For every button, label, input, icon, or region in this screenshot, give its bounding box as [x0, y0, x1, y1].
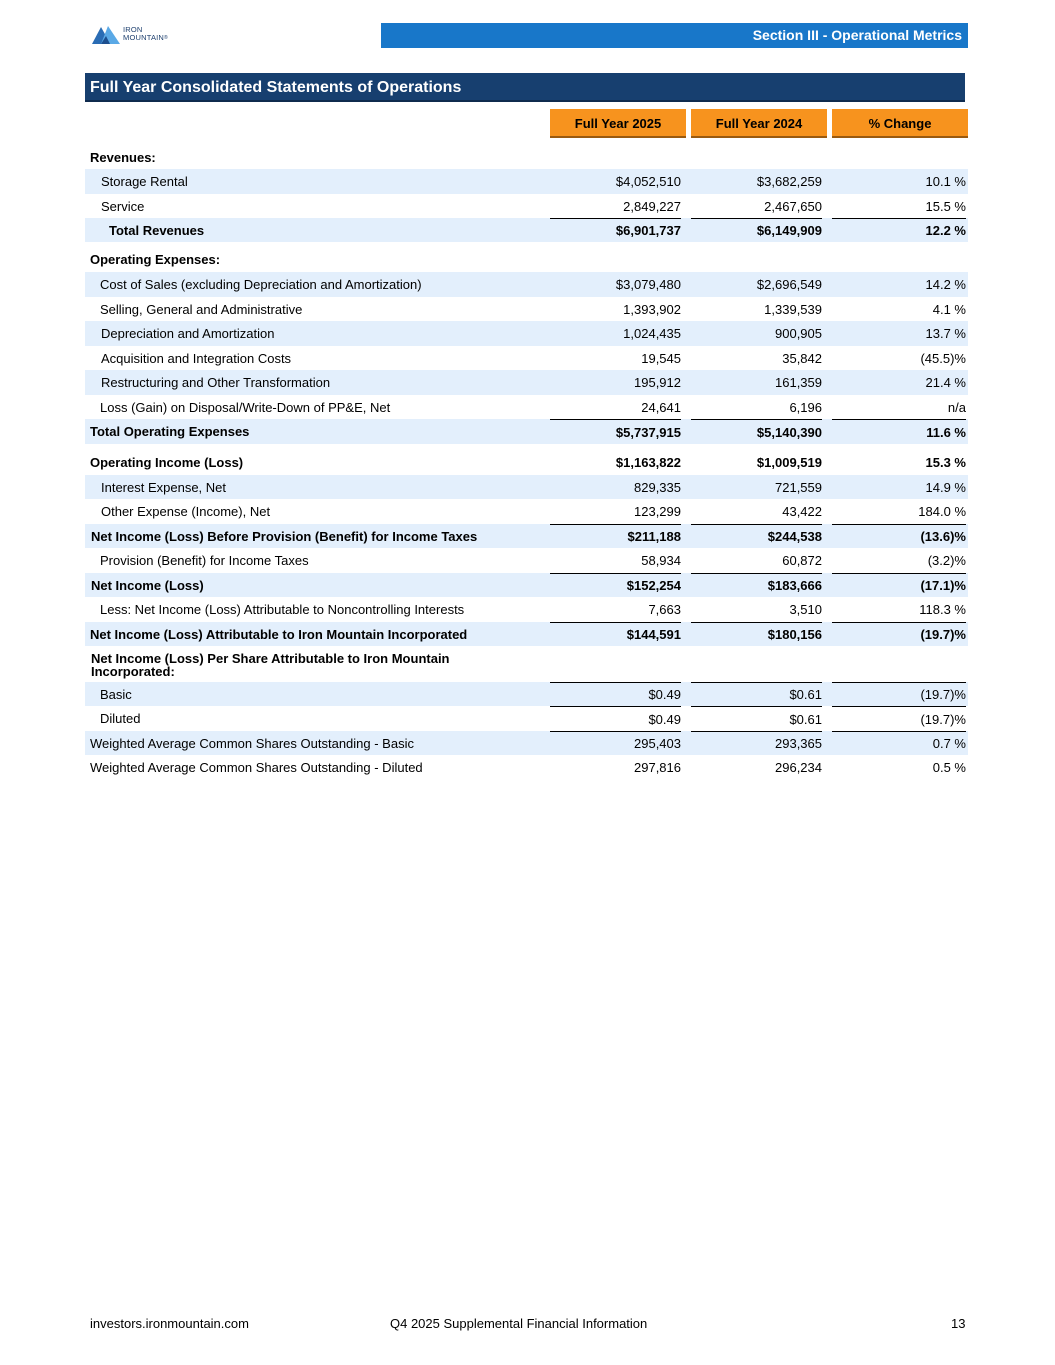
logo-wordmark — [123, 26, 168, 43]
value-2024: $0.61 — [691, 682, 822, 706]
table-title: Full Year Consolidated Statements of Operations — [85, 73, 965, 102]
value-2024: 6,196 — [789, 399, 822, 415]
value-2024: 2,467,650 — [764, 198, 822, 214]
value-change: 0.7 % — [832, 731, 966, 755]
value-2024: 60,872 — [782, 553, 822, 568]
row-label: Weighted Average Common Shares Outstanding - Basic — [90, 735, 414, 751]
logo-line2-text: MOUNTAIN — [123, 33, 165, 42]
table-row-per-share-header — [85, 648, 968, 682]
value-change: 13.7 % — [925, 326, 966, 341]
table-row-sga — [85, 297, 968, 321]
value-change: 11.6 % — [832, 419, 966, 444]
table-row-noncontrolling-interests — [85, 597, 968, 622]
value-2025: $5,737,915 — [550, 419, 681, 444]
value-change: (19.7)% — [832, 706, 966, 731]
table-row-net-income — [85, 573, 968, 597]
table-row-cost-of-sales — [85, 272, 968, 297]
row-label: Service — [101, 198, 145, 214]
value-change: 4.1 % — [932, 301, 966, 317]
row-label: Interest Expense, Net — [101, 479, 227, 495]
value-2024: $244,538 — [691, 524, 822, 548]
table-row-restructuring — [85, 370, 968, 395]
logo-mark: ® — [164, 35, 168, 41]
value-2025: 7,663 — [648, 602, 681, 617]
value-2025: 123,299 — [634, 504, 681, 519]
value-change: 15.3 % — [925, 455, 966, 470]
table-row-service — [85, 194, 968, 218]
table-row-provision-income-taxes — [85, 548, 968, 573]
value-2024: 900,905 — [775, 326, 822, 341]
mountain-logo-icon — [92, 24, 120, 44]
value-2025: $6,901,737 — [550, 218, 681, 242]
table-row-depreciation-amortization — [85, 321, 968, 346]
value-2024: 1,339,539 — [764, 301, 822, 317]
table-row-loss-gain-disposal — [85, 395, 968, 419]
value-change: n/a — [947, 399, 966, 415]
row-label: Weighted Average Common Shares Outstanding - Diluted — [90, 760, 423, 775]
table-row-storage-rental — [85, 169, 968, 194]
value-2024: $183,666 — [691, 573, 822, 597]
table-row-shares-diluted — [85, 755, 968, 780]
value-change: 0.5 % — [932, 760, 966, 775]
row-label: Total Operating Expenses — [90, 424, 250, 439]
row-label: Storage Rental — [101, 174, 188, 189]
row-label: Revenues: — [90, 149, 156, 165]
value-2024: 3,510 — [789, 602, 822, 617]
footer-website: investors.ironmountain.com — [90, 1316, 249, 1331]
table-row-income-before-taxes — [85, 524, 968, 548]
table-row-eps-diluted — [85, 706, 968, 731]
row-label: Provision (Benefit) for Income Taxes — [100, 553, 309, 568]
value-change: (19.7)% — [832, 622, 966, 646]
table-row-other-expense — [85, 499, 968, 524]
value-2025: 58,934 — [641, 553, 681, 568]
value-2025: 297,816 — [634, 760, 681, 775]
value-2024: $0.61 — [691, 706, 822, 731]
table-row-shares-basic — [85, 731, 968, 755]
row-label: Less: Net Income (Loss) Attributable to Noncontrolling Interests — [100, 602, 465, 617]
row-label: Basic — [100, 686, 132, 702]
iron-mountain-logo — [92, 22, 168, 46]
value-change: 118.3 % — [919, 602, 966, 617]
table-row-operating-income — [85, 450, 968, 475]
table-row-revenues-header — [85, 145, 968, 169]
value-2024: 43,422 — [782, 504, 822, 519]
value-change: 14.2 % — [925, 277, 966, 292]
value-change: (3.2)% — [927, 553, 966, 568]
row-label: Total Revenues — [109, 222, 205, 238]
value-2024: 296,234 — [775, 760, 822, 775]
row-label: Depreciation and Amortization — [101, 326, 275, 341]
row-label: Loss (Gain) on Disposal/Write-Down of PP&E, Net — [100, 399, 391, 415]
value-2024: $6,149,909 — [691, 218, 822, 242]
value-2025: 1,024,435 — [623, 326, 681, 341]
table-row-total-revenues — [85, 218, 968, 242]
logo-line1: IRON — [123, 24, 143, 34]
row-label: Net Income (Loss) Per Share Attributable to Iron Mountain Incorporated: — [91, 651, 450, 679]
column-header-full-year-2025: Full Year 2025 — [550, 109, 686, 138]
row-label: Other Expense (Income), Net — [101, 504, 271, 519]
value-2025: 295,403 — [550, 731, 681, 755]
row-label: Net Income (Loss) Before Provision (Benefit) for Income Taxes — [91, 528, 478, 544]
value-2024: $1,009,519 — [756, 455, 822, 470]
row-label: Restructuring and Other Transformation — [101, 375, 331, 390]
row-label: Operating Income (Loss) — [90, 455, 244, 470]
value-2025: 829,335 — [634, 479, 681, 495]
row-label: Operating Expenses: — [90, 252, 221, 267]
value-2024: 721,559 — [775, 479, 822, 495]
column-header-percent-change: % Change — [832, 109, 968, 138]
value-2025: 195,912 — [634, 375, 681, 390]
table-row-net-income-attributable — [85, 622, 968, 646]
value-change: 14.9 % — [925, 479, 966, 495]
value-2025: $3,079,480 — [615, 277, 681, 292]
table-row-acquisition-integration — [85, 346, 968, 370]
column-header-full-year-2024: Full Year 2024 — [691, 109, 827, 138]
table-row-eps-basic — [85, 682, 968, 706]
value-2025: $144,591 — [550, 622, 681, 646]
row-label: Net Income (Loss) Attributable to Iron Mountain Incorporated — [90, 626, 468, 642]
value-2025: $211,188 — [550, 524, 681, 548]
value-2024: $3,682,259 — [756, 174, 822, 189]
value-change: 15.5 % — [925, 198, 966, 214]
section-banner: Section III - Operational Metrics — [381, 23, 968, 48]
value-change: (45.5)% — [920, 350, 966, 366]
value-change: (19.7)% — [832, 682, 966, 706]
footer-document-title: Q4 2025 Supplemental Financial Information — [390, 1316, 648, 1331]
value-2025: $0.49 — [550, 682, 681, 706]
value-change: 21.4 % — [925, 375, 966, 390]
value-2024: 161,359 — [775, 375, 822, 390]
value-2024: 293,365 — [691, 731, 822, 755]
row-label: Acquisition and Integration Costs — [101, 350, 292, 366]
value-2025: $152,254 — [550, 573, 681, 597]
value-2025: 1,393,902 — [623, 301, 681, 317]
value-change: 12.2 % — [832, 218, 966, 242]
table-row-operating-expenses-header — [85, 247, 968, 272]
row-label: Cost of Sales (excluding Depreciation and Amortization) — [100, 277, 422, 292]
table-row-total-operating-expenses — [85, 419, 968, 444]
row-label: Net Income (Loss) — [91, 577, 204, 593]
value-2025: 19,545 — [641, 350, 681, 366]
table-row-interest-expense — [85, 475, 968, 499]
value-2024: $2,696,549 — [756, 277, 822, 292]
value-2025: 2,849,227 — [623, 198, 681, 214]
value-change: (17.1)% — [832, 573, 966, 597]
footer-page-number: 13 — [951, 1316, 966, 1331]
value-2024: 35,842 — [782, 350, 822, 366]
value-2024: $5,140,390 — [691, 419, 822, 444]
value-2024: $180,156 — [691, 622, 822, 646]
row-label: Selling, General and Administrative — [100, 301, 303, 317]
value-change: 184.0 % — [918, 504, 966, 519]
logo-line2 — [123, 34, 168, 43]
value-2025: $0.49 — [550, 706, 681, 731]
value-2025: 24,641 — [641, 399, 681, 415]
value-change: (13.6)% — [832, 524, 966, 548]
value-2025: $4,052,510 — [615, 174, 681, 189]
value-change: 10.1 % — [925, 174, 966, 189]
row-label: Diluted — [100, 711, 141, 726]
value-2025: $1,163,822 — [615, 455, 681, 470]
